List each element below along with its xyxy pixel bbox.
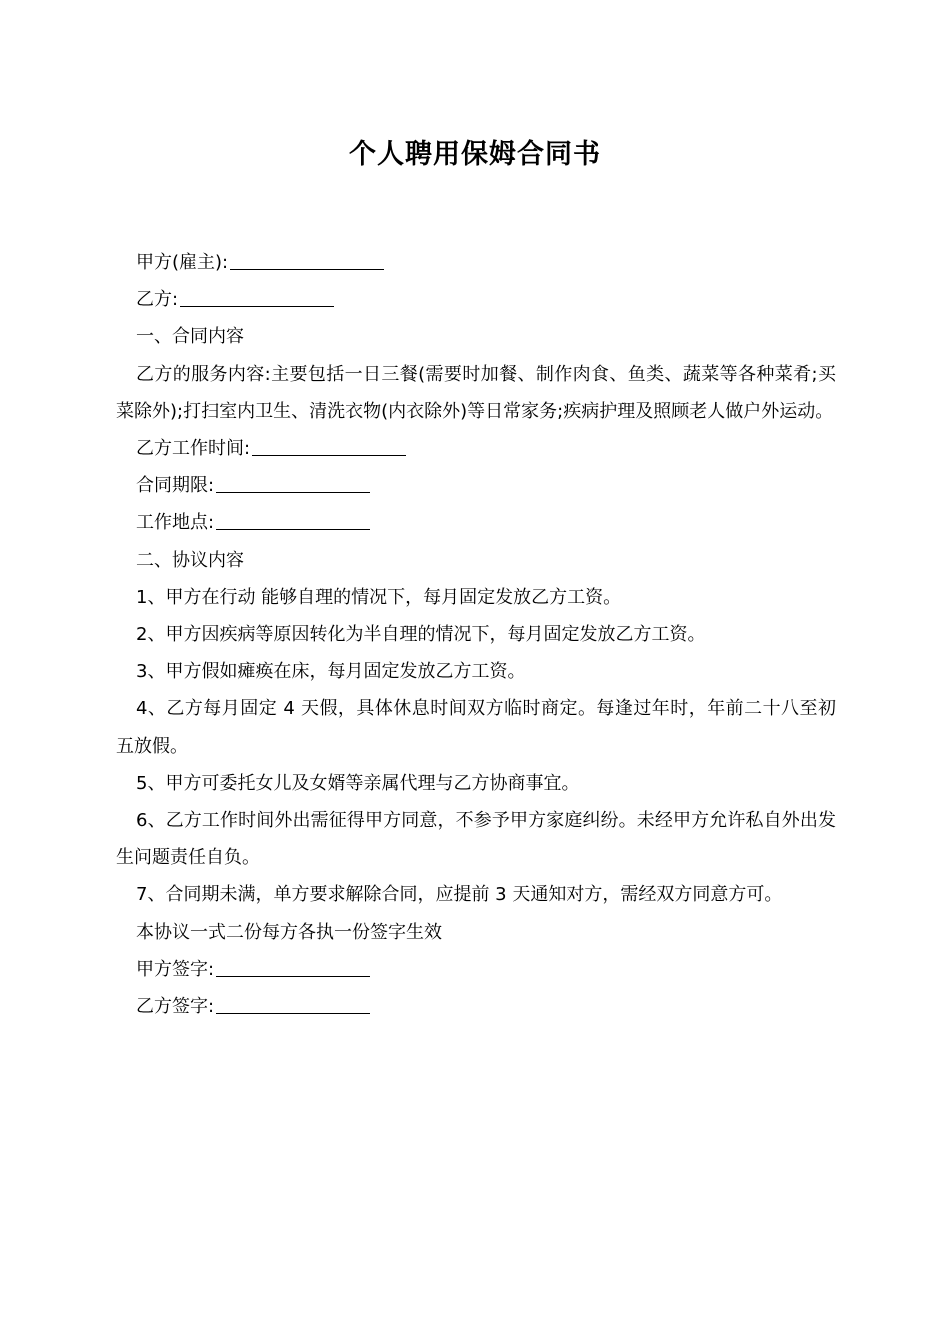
work-time-label: 乙方工作时间: bbox=[136, 438, 251, 460]
party-a-label: 甲方(雇主): bbox=[136, 252, 229, 273]
party-a-sign-label: 甲方签字: bbox=[136, 958, 215, 980]
party-b-label: 乙方: bbox=[136, 289, 179, 311]
contract-term-label: 合同期限: bbox=[136, 475, 215, 497]
clause-5: 5、甲方可委托女儿及女婿等亲属代理与乙方协商事宜。 bbox=[136, 772, 580, 794]
clause-3: 3、甲方假如瘫痪在床，每月固定发放乙方工资。 bbox=[136, 661, 526, 683]
work-place-label: 工作地点: bbox=[136, 512, 215, 534]
section2-heading: 二、协议内容 bbox=[136, 549, 244, 571]
party-b-sign-label: 乙方签字: bbox=[136, 996, 215, 1018]
work-place-blank[interactable] bbox=[216, 511, 370, 530]
closing-statement: 本协议一式二份每方各执一份签字生效 bbox=[136, 921, 442, 943]
party-a-sign-line bbox=[116, 951, 836, 988]
party-b-line bbox=[116, 281, 836, 318]
contract-body bbox=[116, 244, 836, 1025]
contract-term-blank[interactable] bbox=[216, 474, 370, 493]
clause-7: 7、合同期未满，单方要求解除合同，应提前 3 天通知对方，需经双方同意方可。 bbox=[136, 884, 783, 906]
clause-2: 2、甲方因疾病等原因转化为半自理的情况下，每月固定发放乙方工资。 bbox=[136, 624, 706, 646]
section1-heading: 一、合同内容 bbox=[136, 326, 244, 348]
party-a-sign-blank[interactable] bbox=[216, 958, 370, 977]
party-a-blank[interactable] bbox=[230, 251, 384, 270]
clause-1: 1、甲方在行动 能够自理的情况下，每月固定发放乙方工资。 bbox=[136, 586, 622, 608]
party-b-sign-line bbox=[116, 988, 836, 1025]
clause-6: 6、乙方工作时间外出需征得甲方同意，不参予甲方家庭纠纷。未经甲方允许私自外出发生问题责任自负。 bbox=[116, 810, 836, 869]
work-time-blank[interactable] bbox=[252, 437, 406, 456]
party-a-line bbox=[116, 244, 836, 281]
work-time-line bbox=[116, 430, 836, 467]
work-place-line bbox=[116, 504, 836, 541]
clause-4: 4、乙方每月固定 4 天假，具体休息时间双方临时商定。每逢过年时，年前二十八至初五放假。 bbox=[116, 698, 836, 757]
party-b-blank[interactable] bbox=[180, 288, 334, 307]
document-title: 个人聘用保姆合同书 bbox=[349, 139, 601, 170]
party-b-sign-blank[interactable] bbox=[216, 995, 370, 1014]
contract-term-line bbox=[116, 467, 836, 504]
service-content: 乙方的服务内容:主要包括一日三餐(需要时加餐、制作肉食、鱼类、蔬菜等各种菜肴;买菜除外);打扫室内卫生、清洗衣物(内衣除外)等日常家务;疾病护理及照顾老人做户外运动。 bbox=[116, 363, 836, 422]
